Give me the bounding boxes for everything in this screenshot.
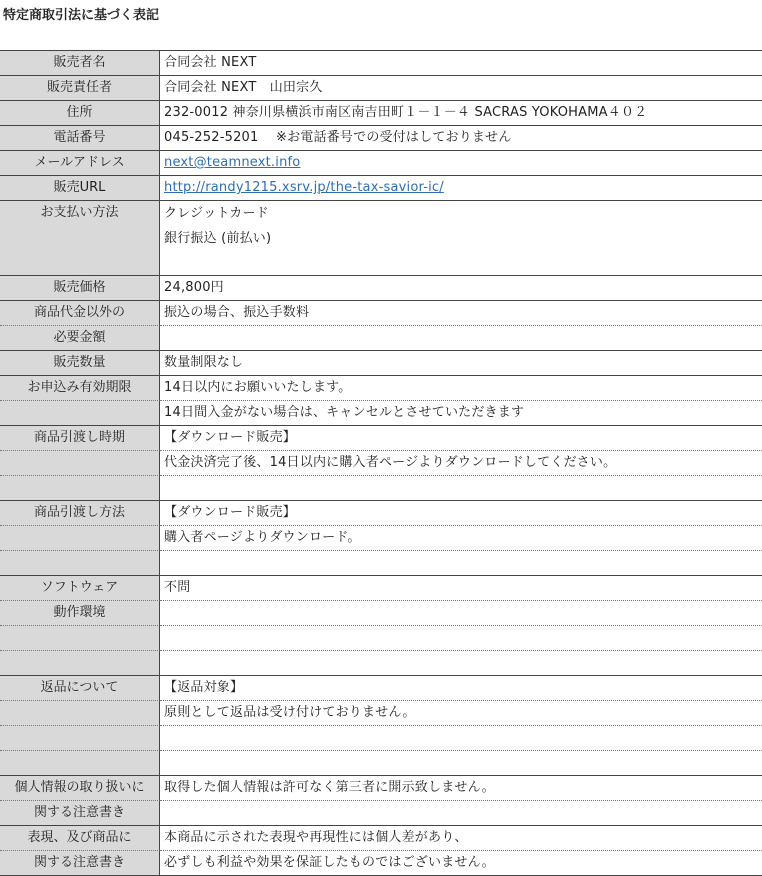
returns-label: 返品について: [0, 676, 160, 701]
delivery-time-empty: [160, 476, 762, 501]
expression-value-1: 本商品に示された表現や再現性には個人差があり、: [160, 826, 762, 851]
software-empty-3: [160, 651, 762, 676]
table-row-price: [0, 276, 762, 301]
other-fees-value: 振込の場合、振込手数料: [160, 301, 762, 326]
privacy-label-2: 関する注意書き: [0, 801, 160, 826]
table-row-url: [0, 176, 762, 201]
returns-label-cont: [0, 701, 160, 726]
table-row-expression-2: [0, 851, 762, 876]
seller-label: 販売者名: [0, 51, 160, 76]
delivery-method-empty: [160, 551, 762, 576]
other-fees-empty: [160, 326, 762, 351]
table-row-other-fees-1: [0, 301, 762, 326]
table-row-address: [0, 101, 762, 126]
page-title: 特定商取引法に基づく表記: [3, 8, 160, 23]
table-row-validity-1: [0, 376, 762, 401]
table-row-delivery-method-3: [0, 551, 762, 576]
table-row-returns-1: [0, 676, 762, 701]
delivery-method-label-cont-2: [0, 551, 160, 576]
delivery-method-label-cont: [0, 526, 160, 551]
table-row-returns-3: [0, 726, 762, 751]
other-fees-label-2: 必要金額: [0, 326, 160, 351]
seller-value: 合同会社 NEXT: [160, 51, 762, 76]
table-row-delivery-method-2: [0, 526, 762, 551]
table-row-validity-2: [0, 401, 762, 426]
address-label: 住所: [0, 101, 160, 126]
table-row-privacy-1: [0, 776, 762, 801]
table-row-payment: [0, 201, 762, 276]
software-label-2: 動作環境: [0, 601, 160, 626]
table-row-delivery-time-2: [0, 451, 762, 476]
delivery-method-value-1: 【ダウンロード販売】: [160, 501, 762, 526]
email-label: メールアドレス: [0, 151, 160, 176]
returns-empty-1: [160, 726, 762, 751]
returns-value-1: 【返品対象】: [160, 676, 762, 701]
payment-label: お支払い方法: [0, 201, 160, 276]
delivery-time-label: 商品引渡し時期: [0, 426, 160, 451]
email-link[interactable]: next@teamnext.info: [164, 155, 301, 170]
table-row-delivery-time-3: [0, 476, 762, 501]
table-row-privacy-2: [0, 801, 762, 826]
returns-empty-2: [160, 751, 762, 776]
software-label-cont-2: [0, 651, 160, 676]
validity-value-2: 14日間入金がない場合は、キャンセルとさせていただきます: [160, 401, 762, 426]
disclosure-table: [0, 50, 762, 876]
table-row-software-1: [0, 576, 762, 601]
payment-value-2: 銀行振込 (前払い): [164, 231, 272, 246]
delivery-time-label-cont: [0, 451, 160, 476]
manager-value: 合同会社 NEXT 山田宗久: [160, 76, 762, 101]
software-empty-2: [160, 626, 762, 651]
privacy-value: 取得した個人情報は許可なく第三者に開示致しません。: [160, 776, 762, 801]
validity-value-1: 14日以内にお願いいたします。: [160, 376, 762, 401]
delivery-time-value-2: 代金決済完了後、14日以内に購入者ページよりダウンロードしてください。: [160, 451, 762, 476]
table-row-email: [0, 151, 762, 176]
expression-value-2: 必ずしも利益や効果を保証したものではございません。: [160, 851, 762, 876]
privacy-empty: [160, 801, 762, 826]
returns-value-2: 原則として返品は受け付けておりません。: [160, 701, 762, 726]
delivery-method-label: 商品引渡し方法: [0, 501, 160, 526]
expression-label-2: 関する注意書き: [0, 851, 160, 876]
email-cell: [160, 151, 762, 176]
phone-value: 045-252-5201 ※お電話番号での受付はしておりません: [160, 126, 762, 151]
table-row-software-2: [0, 601, 762, 626]
table-row-returns-4: [0, 751, 762, 776]
price-label: 販売価格: [0, 276, 160, 301]
expression-label-1: 表現、及び商品に: [0, 826, 160, 851]
table-row-quantity: [0, 351, 762, 376]
url-cell: [160, 176, 762, 201]
table-row-returns-2: [0, 701, 762, 726]
table-row-delivery-time-1: [0, 426, 762, 451]
table-row-software-3: [0, 626, 762, 651]
payment-value-1: クレジットカード: [164, 206, 269, 221]
manager-label: 販売責任者: [0, 76, 160, 101]
url-label: 販売URL: [0, 176, 160, 201]
returns-label-cont-3: [0, 751, 160, 776]
delivery-time-label-cont-2: [0, 476, 160, 501]
software-label-1: ソフトウェア: [0, 576, 160, 601]
software-value: 不問: [160, 576, 762, 601]
other-fees-label-1: 商品代金以外の: [0, 301, 160, 326]
phone-label: 電話番号: [0, 126, 160, 151]
software-empty-1: [160, 601, 762, 626]
table-row-delivery-method-1: [0, 501, 762, 526]
table-row-other-fees-2: [0, 326, 762, 351]
table-row-manager: [0, 76, 762, 101]
table-row-phone: [0, 126, 762, 151]
privacy-label-1: 個人情報の取り扱いに: [0, 776, 160, 801]
validity-label: お申込み有効期限: [0, 376, 160, 401]
table-row-software-4: [0, 651, 762, 676]
returns-label-cont-2: [0, 726, 160, 751]
quantity-value: 数量制限なし: [160, 351, 762, 376]
delivery-method-value-2: 購入者ページよりダウンロード。: [160, 526, 762, 551]
software-label-cont: [0, 626, 160, 651]
validity-label-cont: [0, 401, 160, 426]
address-value: 232-0012 神奈川県横浜市南区南吉田町１－１－４ SACRAS YOKOHAMA４０２: [160, 101, 762, 126]
table-row-expression-1: [0, 826, 762, 851]
table-row-seller: [0, 51, 762, 76]
quantity-label: 販売数量: [0, 351, 160, 376]
price-value: 24,800円: [160, 276, 762, 301]
sales-url-link[interactable]: http://randy1215.xsrv.jp/the-tax-savior-ic/: [164, 180, 444, 195]
delivery-time-value-1: 【ダウンロード販売】: [160, 426, 762, 451]
payment-values: [160, 201, 762, 276]
